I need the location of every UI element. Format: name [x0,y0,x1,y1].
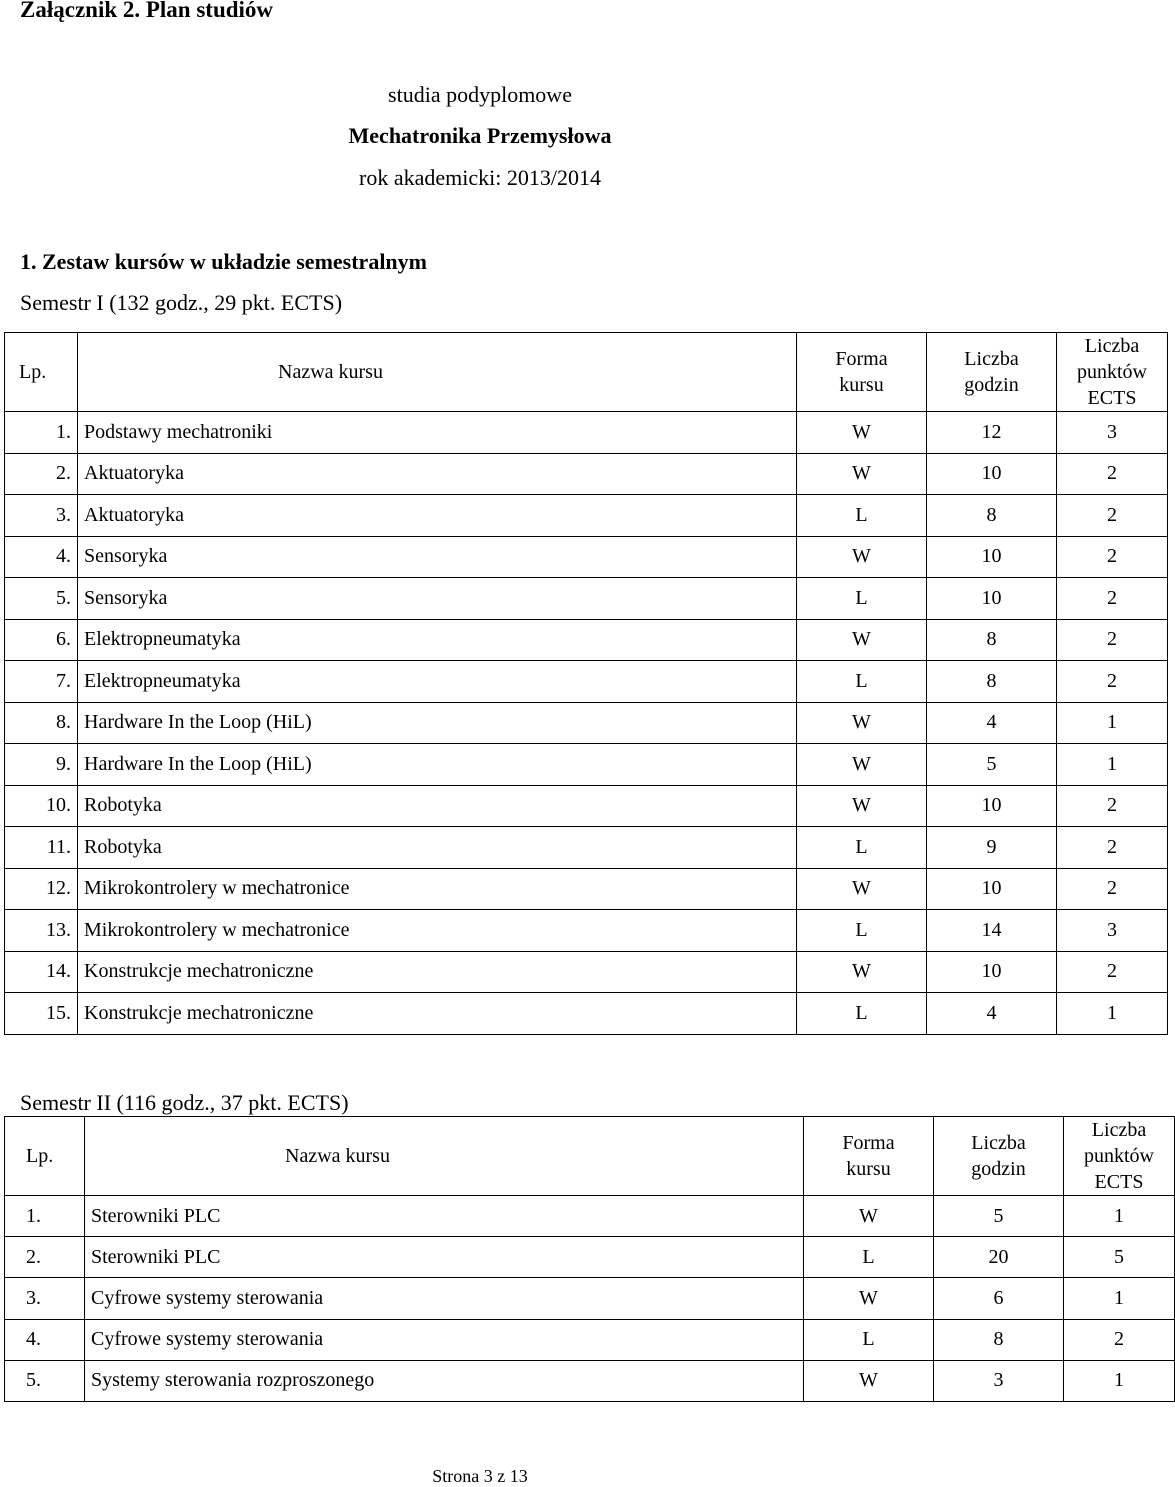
course-form: L [797,993,927,1035]
table-row [5,536,1168,578]
course-ects: 2 [1057,827,1168,869]
course-name: Mikrokontrolery w mechatronice [78,868,797,910]
course-ects: 2 [1057,453,1168,495]
course-form: L [804,1237,934,1278]
header-hours [927,333,1057,412]
row-number: 4. [5,1319,85,1360]
course-form: L [797,910,927,952]
course-name: Sensoryka [78,536,797,578]
header-ects-line2: punktów [1077,361,1147,383]
table-header-row [5,1117,1175,1196]
academic-year: rok akademicki: 2013/2014 [359,165,601,190]
course-hours: 12 [927,412,1057,454]
course-name: Systemy sterowania rozproszonego [85,1360,804,1401]
course-name: Mikrokontrolery w mechatronice [78,910,797,952]
row-number: 8. [5,702,78,744]
course-form: W [804,1196,934,1237]
row-number: 2. [5,453,78,495]
attachment-title: Załącznik 2. Plan studiów [20,0,274,22]
table-row [5,661,1168,703]
course-hours: 5 [934,1196,1064,1237]
page-footer: Strona 3 z 13 [432,1466,528,1486]
course-ects: 1 [1057,993,1168,1035]
course-hours: 4 [927,702,1057,744]
course-ects: 1 [1057,744,1168,786]
course-hours: 10 [927,868,1057,910]
course-ects: 1 [1057,702,1168,744]
table-row [5,744,1168,786]
table-row [5,827,1168,869]
header-form-line1: Forma [835,348,888,370]
semester-2-rows [5,1196,1175,1402]
header-form [797,333,927,412]
course-form: W [804,1278,934,1319]
course-name: Aktuatoryka [78,495,797,537]
course-form: W [797,536,927,578]
row-number: 12. [5,868,78,910]
course-form: W [797,702,927,744]
course-ects: 2 [1057,578,1168,620]
course-hours: 9 [927,827,1057,869]
course-hours: 5 [927,744,1057,786]
study-type: studia podyplomowe [388,82,572,107]
header-name: Nazwa kursu [78,333,797,412]
course-form: L [797,495,927,537]
course-ects: 1 [1064,1278,1175,1319]
row-number: 9. [5,744,78,786]
header-name: Nazwa kursu [85,1117,804,1196]
table-row [5,1196,1175,1237]
course-form: W [797,453,927,495]
course-ects: 1 [1064,1360,1175,1401]
course-hours: 8 [927,495,1057,537]
course-ects: 5 [1064,1237,1175,1278]
course-hours: 10 [927,536,1057,578]
course-form: W [797,868,927,910]
row-number: 3. [5,1278,85,1319]
course-form: L [804,1319,934,1360]
row-number: 10. [5,785,78,827]
row-number: 15. [5,993,78,1035]
row-number: 5. [5,1360,85,1401]
course-name: Sterowniki PLC [85,1196,804,1237]
course-hours: 6 [934,1278,1064,1319]
course-hours: 3 [934,1360,1064,1401]
header-lp: Lp. [5,333,78,412]
course-name: Sensoryka [78,578,797,620]
table-row [5,1278,1175,1319]
course-name: Sterowniki PLC [85,1237,804,1278]
course-ects: 1 [1064,1196,1175,1237]
table-row [5,495,1168,537]
table-row [5,412,1168,454]
course-form: L [797,578,927,620]
table-header-row [5,333,1168,412]
course-name: Konstrukcje mechatroniczne [78,951,797,993]
course-hours: 14 [927,910,1057,952]
course-name: Cyfrowe systemy sterowania [85,1319,804,1360]
header-form-line1: Forma [842,1132,895,1154]
course-ects: 2 [1064,1319,1175,1360]
course-hours: 10 [927,578,1057,620]
course-hours: 8 [927,619,1057,661]
header-hours [934,1117,1064,1196]
header-hours-line1: Liczba [964,348,1019,370]
course-ects: 2 [1057,661,1168,703]
table-row [5,578,1168,620]
course-name: Hardware In the Loop (HiL) [78,744,797,786]
course-form: W [797,744,927,786]
row-number: 1. [5,1196,85,1237]
row-number: 3. [5,495,78,537]
header-hours-line2: godzin [971,1158,1026,1180]
row-number: 11. [5,827,78,869]
header-ects [1057,333,1168,412]
header-form-line2: kursu [846,1158,891,1180]
header-hours-line1: Liczba [971,1132,1026,1154]
table-row [5,1360,1175,1401]
course-hours: 8 [927,661,1057,703]
course-form: L [797,661,927,703]
course-hours: 10 [927,951,1057,993]
course-ects: 2 [1057,495,1168,537]
table-row [5,702,1168,744]
course-name: Konstrukcje mechatroniczne [78,993,797,1035]
program-name: Mechatronika Przemysłowa [348,123,612,148]
table-row [5,910,1168,952]
course-name: Elektropneumatyka [78,619,797,661]
header-ects-line1: Liczba [1084,335,1140,357]
course-hours: 10 [927,785,1057,827]
course-hours: 4 [927,993,1057,1035]
row-number: 13. [5,910,78,952]
course-ects: 2 [1057,951,1168,993]
header-ects-line2: punktów [1084,1145,1154,1167]
header-hours-line2: godzin [964,374,1019,396]
course-form: W [797,951,927,993]
course-ects: 3 [1057,412,1168,454]
header-ects-line3: ECTS [1094,1171,1144,1193]
table-row [5,993,1168,1035]
row-number: 4. [5,536,78,578]
row-number: 14. [5,951,78,993]
course-name: Aktuatoryka [78,453,797,495]
semester-1-rows [5,412,1168,1035]
course-form: L [797,827,927,869]
course-name: Elektropneumatyka [78,661,797,703]
course-hours: 8 [934,1319,1064,1360]
course-form: W [804,1360,934,1401]
table-row [5,1319,1175,1360]
course-name: Podstawy mechatroniki [78,412,797,454]
course-name: Cyfrowe systemy sterowania [85,1278,804,1319]
header-ects-line1: Liczba [1091,1119,1147,1141]
table-row [5,785,1168,827]
semester-1-title: Semestr I (132 godz., 29 pkt. ECTS) [20,290,343,315]
course-hours: 20 [934,1237,1064,1278]
semester-2-title: Semestr II (116 godz., 37 pkt. ECTS) [20,1090,349,1115]
header-lp: Lp. [5,1117,85,1196]
semester-1-table [4,332,1168,1035]
table-row [5,619,1168,661]
header-form-line2: kursu [839,374,884,396]
semester-2-table [4,1116,1175,1402]
course-ects: 2 [1057,619,1168,661]
row-number: 1. [5,412,78,454]
header-form [804,1117,934,1196]
course-form: W [797,785,927,827]
row-number: 5. [5,578,78,620]
header-ects-line3: ECTS [1087,387,1137,409]
course-ects: 3 [1057,910,1168,952]
course-name: Hardware In the Loop (HiL) [78,702,797,744]
course-name: Robotyka [78,827,797,869]
course-ects: 2 [1057,785,1168,827]
course-hours: 10 [927,453,1057,495]
course-ects: 2 [1057,536,1168,578]
course-form: W [797,412,927,454]
header-ects [1064,1117,1175,1196]
course-ects: 2 [1057,868,1168,910]
row-number: 7. [5,661,78,703]
course-name: Robotyka [78,785,797,827]
row-number: 2. [5,1237,85,1278]
table-row [5,951,1168,993]
row-number: 6. [5,619,78,661]
table-row [5,1237,1175,1278]
table-row [5,453,1168,495]
course-form: W [797,619,927,661]
table-row [5,868,1168,910]
section-title: 1. Zestaw kursów w układzie semestralnym [20,249,427,274]
